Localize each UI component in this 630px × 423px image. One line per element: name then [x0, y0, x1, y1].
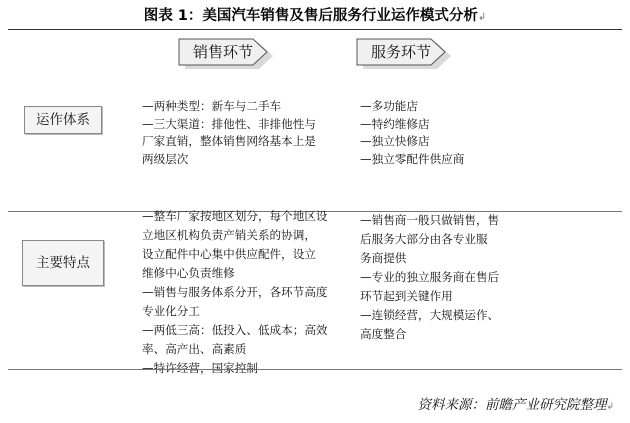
text-line: —多功能店: [360, 99, 418, 113]
text-line: —销售与服务体系分开，各环节高度: [142, 285, 328, 299]
text-line: —独立零配件供应商: [360, 151, 465, 166]
text-line: —连锁经营，大规模运作、: [360, 308, 500, 322]
bottom-rule: [8, 369, 622, 370]
text-line: 两级层次: [142, 151, 189, 166]
text-line: —整车厂家按地区划分，每个地区设: [142, 209, 328, 223]
text-line: 后服务大部分由各专业服: [360, 232, 488, 246]
text-line: —两低三高：低投入、低成本；高效: [142, 323, 328, 337]
text-line: 厂家直销，整体销售网络基本上是: [142, 134, 316, 148]
row-label-main-features: 主要特点: [22, 240, 104, 286]
text-line: 立地区机构负责产销关系的协调，: [142, 228, 316, 242]
text-line: —两种类型：新车与二手车: [142, 99, 282, 113]
header-service-label: 服务环节: [370, 43, 431, 61]
text-line: 设立配件中心集中供应配件，设立: [142, 247, 316, 261]
text-line: —独立快修店: [360, 134, 430, 148]
text-line: 维修中心负责维修: [142, 266, 235, 280]
text-line: —特许经营，国家控制: [142, 361, 258, 375]
header-sales-label: 销售环节: [192, 43, 253, 61]
paragraph-mark-icon: ↲: [477, 12, 487, 23]
text-line: 高度整合: [360, 327, 407, 341]
text-line: —特约维修店: [360, 116, 430, 131]
source-note: [417, 393, 614, 413]
row2-sales-text: [142, 207, 328, 378]
source-text: 资料来源：前瞻产业研究院整理: [417, 397, 607, 413]
header-tab-service: [356, 38, 456, 72]
paragraph-mark-icon: ↲: [606, 402, 614, 412]
row2-service-text: [360, 211, 499, 344]
text-line: 务商提供: [360, 251, 407, 265]
row-label-operation-system: 运作体系: [24, 106, 102, 134]
text-line: 专业化分工: [142, 304, 200, 318]
top-rule: [8, 29, 622, 30]
text-line: 率、高产出、高素质: [142, 342, 247, 356]
text-line: 环节起到关键作用: [360, 289, 453, 303]
figure-title-text: 图表 1：美国汽车销售及售后服务行业运作模式分析: [143, 8, 478, 24]
row1-service-text: [360, 98, 464, 168]
text-line: —三大渠道：排他性、非排他性与: [142, 116, 316, 131]
text-line: —销售商一般只做销售，售: [360, 213, 500, 227]
header-tab-sales: [178, 38, 278, 72]
row1-sales-text: [142, 98, 316, 168]
figure-title: [0, 4, 630, 25]
text-line: —专业的独立服务商在售后: [360, 270, 500, 284]
